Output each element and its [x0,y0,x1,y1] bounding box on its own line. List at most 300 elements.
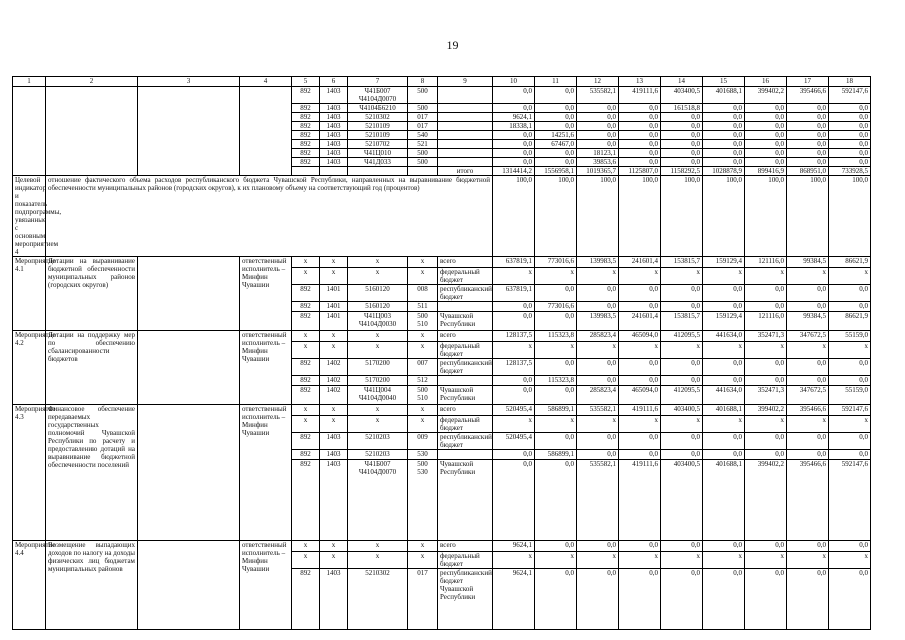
column-header: 17 [787,77,829,87]
table-cell: 5210109 [348,122,408,131]
table-cell: x [408,268,438,285]
table-cell: x [661,342,703,359]
table-row [13,87,871,104]
table-cell: x [619,268,661,285]
table-cell: 1403 [320,140,348,149]
table-cell: 0,0 [829,113,871,122]
table-cell: 139983,5 [577,312,619,331]
table-cell: 0,0 [661,285,703,302]
table-cell: 0,0 [577,131,619,140]
table-cell: 0,0 [535,104,577,113]
table-cell: 1403 [320,158,348,167]
table-cell: всего [438,257,493,268]
table-cell: 899416,9 [745,167,787,176]
table-cell: 500 530 [408,460,438,541]
table-cell: 1158292,5 [661,167,703,176]
table-cell: 121116,0 [745,257,787,268]
table-cell: 0,0 [829,433,871,450]
table-cell: x [320,268,348,285]
table-cell: 18338,1 [493,122,535,131]
table-cell: 0,0 [787,569,829,630]
table-cell: 0,0 [787,122,829,131]
table-cell: 401688,1 [703,405,745,416]
table-cell: 1403 [320,104,348,113]
table-cell: x [829,268,871,285]
measure-row [13,541,871,552]
table-cell: 0,0 [829,122,871,131]
table-cell: x [493,552,535,569]
budget-table [12,76,871,630]
table-cell: 0,0 [703,104,745,113]
table-cell: 5210302 [348,569,408,630]
table-cell: 0,0 [745,140,787,149]
table-cell: 0,0 [535,359,577,376]
table-cell: 1403 [320,433,348,450]
table-cell: 1401 [320,285,348,302]
table-cell: Ч41Ц004 Ч4104Д0040 [348,386,408,405]
table-cell: 0,0 [535,541,577,552]
table-cell: x [745,416,787,433]
table-cell: x [292,416,320,433]
table-cell: 9624,1 [493,541,535,552]
table-cell: 0,0 [661,122,703,131]
column-header: 7 [348,77,408,87]
table-cell: 0,0 [493,376,535,386]
table-cell: 0,0 [661,433,703,450]
table-cell: федеральный бюджет [438,416,493,433]
table-cell: 0,0 [745,113,787,122]
table-cell: 395466,6 [787,405,829,416]
table-cell [438,158,493,167]
table-cell [348,167,408,176]
table-cell: 535582,1 [577,87,619,104]
table-cell: федеральный бюджет [438,268,493,285]
table-cell: 0,0 [745,131,787,140]
table-cell: 0,0 [493,140,535,149]
table-cell: 0,0 [661,541,703,552]
table-cell: 0,0 [493,302,535,312]
table-cell: 0,0 [619,433,661,450]
table-cell: x [408,342,438,359]
table-cell [292,167,320,176]
table-cell: Ч4104Б6210 [348,104,408,113]
table-cell: республиканский бюджет [438,433,493,450]
responsible-executor: ответственный исполнитель – Минфин Чувашии [240,541,292,630]
table-cell: 500 [408,149,438,158]
table-cell: x [619,552,661,569]
table-cell: 412095,5 [661,386,703,405]
table-cell: x [829,416,871,433]
table-cell: 892 [292,113,320,122]
table-cell: Чувашской Республики [438,386,493,405]
table-cell: 0,0 [535,158,577,167]
column-header: 6 [320,77,348,87]
column-header: 14 [661,77,703,87]
table-cell: всего [438,541,493,552]
table-cell [438,104,493,113]
table-cell [438,122,493,131]
table-cell: x [348,552,408,569]
table-cell: 1403 [320,450,348,460]
table-cell: 0,0 [661,158,703,167]
table-cell: 520495,4 [493,433,535,450]
measure-id: Мероприятие 4.2 [13,331,46,405]
table-cell: 892 [292,122,320,131]
measure-row [13,257,871,268]
table-cell: x [535,342,577,359]
table-cell: 347672,5 [787,331,829,342]
table-cell [438,149,493,158]
table-cell: 0,0 [619,140,661,149]
table-cell: 0,0 [577,569,619,630]
table-cell [138,257,240,331]
table-cell: 511 [408,302,438,312]
table-cell: 395466,6 [787,460,829,541]
table-cell: 403400,5 [661,460,703,541]
table-cell: x [493,342,535,359]
table-cell: 285823,4 [577,386,619,405]
table-cell: 0,0 [787,433,829,450]
table-cell: 153815,7 [661,257,703,268]
column-header: 4 [240,77,292,87]
table-cell: 241601,4 [619,312,661,331]
table-cell: 399402,2 [745,460,787,541]
table-cell: x [493,268,535,285]
table-cell: 401688,1 [703,87,745,104]
table-cell: 0,0 [703,541,745,552]
table-cell: x [703,342,745,359]
table-cell: 586899,1 [535,405,577,416]
table-cell: 0,0 [535,433,577,450]
table-cell: 892 [292,140,320,149]
table-cell: 0,0 [787,158,829,167]
table-cell: федеральный бюджет [438,552,493,569]
table-cell [138,331,240,405]
table-cell: 352471,3 [745,331,787,342]
table-cell: 017 [408,569,438,630]
measure-id: Мероприятие 4.1 [13,257,46,331]
table-cell: 637819,1 [493,257,535,268]
table-cell: 0,0 [577,376,619,386]
table-cell: 5170200 [348,359,408,376]
table-cell: 5210302 [348,113,408,122]
table-cell: 1401 [320,312,348,331]
table-cell: 0,0 [619,376,661,386]
table-cell: 0,0 [703,450,745,460]
table-cell: 500 [408,87,438,104]
table-cell: 99384,5 [787,312,829,331]
table-cell: всего [438,331,493,342]
table-cell: 419111,6 [619,87,661,104]
table-cell: 892 [292,285,320,302]
measure-name: Дотации на поддержку мер по обеспечению сбалансированности бюджетов [46,331,138,405]
table-cell: 352471,3 [745,386,787,405]
table-cell: 892 [292,149,320,158]
table-cell: 0,0 [661,140,703,149]
table-cell: x [348,405,408,416]
table-cell: 0,0 [787,450,829,460]
table-cell: 5210109 [348,131,408,140]
indicator-value: 100,0 [745,176,787,257]
table-cell: 0,0 [787,302,829,312]
table-cell: 0,0 [787,359,829,376]
table-cell: x [320,552,348,569]
table-cell: 18123,1 [577,149,619,158]
table-cell [320,167,348,176]
table-cell: 0,0 [493,450,535,460]
table-cell: 500 [408,158,438,167]
table-cell: 0,0 [619,149,661,158]
table-cell: x [292,331,320,342]
table-cell: 0,0 [493,104,535,113]
table-cell: 1401 [320,302,348,312]
table-cell: 0,0 [535,113,577,122]
table-cell: 5210203 [348,450,408,460]
column-header: 12 [577,77,619,87]
table-cell: 892 [292,87,320,104]
table-cell: 0,0 [745,541,787,552]
table-cell: 403400,5 [661,405,703,416]
table-cell: 1019365,7 [577,167,619,176]
table-cell: 017 [408,113,438,122]
table-cell: 0,0 [787,131,829,140]
table-cell: x [408,541,438,552]
table-cell: 773016,6 [535,257,577,268]
table-cell [438,87,493,104]
column-header: 18 [829,77,871,87]
table-cell: x [348,257,408,268]
table-cell: 0,0 [577,104,619,113]
table-cell: 009 [408,433,438,450]
table-cell: 55159,0 [829,386,871,405]
table-cell: x [703,268,745,285]
table-cell: 637819,1 [493,285,535,302]
table-cell: 5160120 [348,285,408,302]
table-cell: республиканский бюджет [438,285,493,302]
table-cell: 1403 [320,131,348,140]
table-cell: 1314414,2 [493,167,535,176]
table-cell: x [292,552,320,569]
indicator-value: 100,0 [829,176,871,257]
table-cell: x [787,342,829,359]
table-cell: 115323,8 [535,376,577,386]
table-cell: 773016,6 [535,302,577,312]
table-cell [438,113,493,122]
table-cell: x [408,257,438,268]
table-cell: 441634,0 [703,331,745,342]
table-cell: 0,0 [787,376,829,386]
table-cell: 0,0 [787,541,829,552]
table-cell: 86621,9 [829,257,871,268]
table-cell: 0,0 [703,113,745,122]
table-cell: 892 [292,359,320,376]
indicator-value: 100,0 [619,176,661,257]
table-cell: 0,0 [703,359,745,376]
responsible-executor: ответственный исполнитель – Минфин Чувашии [240,331,292,405]
table-cell: 399402,2 [745,87,787,104]
table-cell: 0,0 [577,302,619,312]
table-cell: 0,0 [829,541,871,552]
table-cell: 733928,5 [829,167,871,176]
table-cell: 0,0 [619,541,661,552]
table-cell: 0,0 [535,386,577,405]
table-cell: x [577,416,619,433]
table-cell: 0,0 [493,87,535,104]
table-cell: 535582,1 [577,460,619,541]
table-cell: 0,0 [493,386,535,405]
column-header: 13 [619,77,661,87]
table-cell: 592147,6 [829,405,871,416]
responsible-executor: ответственный исполнитель – Минфин Чувашии [240,257,292,331]
table-cell: 0,0 [619,450,661,460]
table-cell: 0,0 [787,149,829,158]
table-cell: 0,0 [577,541,619,552]
table-cell: 0,0 [577,285,619,302]
table-cell: x [787,268,829,285]
table-cell: 1125807,0 [619,167,661,176]
table-cell: x [292,342,320,359]
table-cell: 521 [408,140,438,149]
table-cell: 0,0 [577,122,619,131]
table-cell: x [829,342,871,359]
table-cell [438,131,493,140]
column-header: 16 [745,77,787,87]
table-cell: 0,0 [829,285,871,302]
table-cell: x [408,331,438,342]
table-cell: 419111,6 [619,460,661,541]
table-cell: 0,0 [619,122,661,131]
table-cell: 017 [408,122,438,131]
table-cell: 1556958,1 [535,167,577,176]
table-cell: x [348,541,408,552]
table-cell: 0,0 [703,376,745,386]
table-cell: 0,0 [829,569,871,630]
table-cell: 868951,0 [787,167,829,176]
column-header: 10 [493,77,535,87]
table-cell: республиканский бюджет Чувашской Республики [438,569,493,630]
indicator-row [13,176,871,257]
table-cell: 0,0 [703,285,745,302]
table-cell: 0,0 [703,140,745,149]
indicator-label: Целевой индикатор и показатель подпрограммы, увязанные с основным мероприятием 4 [13,176,46,257]
table-cell: x [745,342,787,359]
table-cell: 1403 [320,113,348,122]
table-cell [438,140,493,149]
table-cell: x [703,416,745,433]
table-cell: 55159,0 [829,331,871,342]
table-cell: x [661,552,703,569]
table-cell: 0,0 [745,376,787,386]
table-cell [408,167,438,176]
table-cell: 0,0 [829,140,871,149]
indicator-value: 100,0 [787,176,829,257]
table-cell: x [348,416,408,433]
table-cell: 0,0 [493,131,535,140]
table-cell: 892 [292,312,320,331]
table-cell: 115323,8 [535,331,577,342]
table-cell: 1403 [320,460,348,541]
table-cell: x [320,541,348,552]
indicator-text: отношение фактического объема расходов республиканского бюджета Чувашской Республики, направленных на выравнивание бюджетной обеспеченности муниципальных районов (городских округов), к их плановому объему на соответствующий год (процентов) [46,176,493,257]
table-cell: x [320,331,348,342]
table-cell: 0,0 [535,87,577,104]
table-cell: 892 [292,376,320,386]
table-cell: 892 [292,131,320,140]
table-cell: 500 510 [408,386,438,405]
table-cell: 0,0 [661,450,703,460]
table-cell: 395466,6 [787,87,829,104]
table-cell: 0,0 [745,302,787,312]
table-cell: 0,0 [703,149,745,158]
table-cell: 128137,5 [493,359,535,376]
table-cell: x [348,342,408,359]
table-cell: 0,0 [577,450,619,460]
table-cell: 0,0 [619,113,661,122]
table-cell: 0,0 [829,158,871,167]
table-cell: 128137,5 [493,331,535,342]
table-cell [438,302,493,312]
table-cell: 0,0 [787,140,829,149]
indicator-value: 100,0 [577,176,619,257]
table-cell: 0,0 [745,450,787,460]
table-cell: x [535,268,577,285]
table-cell: 0,0 [703,131,745,140]
table-cell: x [787,416,829,433]
table-cell: 465094,0 [619,386,661,405]
table-cell: 0,0 [829,131,871,140]
table-cell: 540 [408,131,438,140]
table-cell: 535582,1 [577,405,619,416]
table-cell: 0,0 [535,460,577,541]
indicator-value: 100,0 [703,176,745,257]
table-cell: x [787,552,829,569]
table-cell: 441634,0 [703,386,745,405]
table-cell: 0,0 [703,569,745,630]
table-cell: 0,0 [661,131,703,140]
table-cell: x [619,416,661,433]
measure-row [13,405,871,416]
table-cell: 159129,4 [703,312,745,331]
table-cell [138,87,240,176]
table-cell [438,376,493,386]
table-cell: 1028878,9 [703,167,745,176]
table-cell: 0,0 [703,122,745,131]
table-cell: 0,0 [619,285,661,302]
table-cell [438,450,493,460]
table-cell: 0,0 [493,460,535,541]
table-cell: 0,0 [577,433,619,450]
table-cell: 67467,0 [535,140,577,149]
table-cell: 0,0 [535,312,577,331]
table-cell: x [661,416,703,433]
table-cell: 892 [292,104,320,113]
table-cell: 892 [292,302,320,312]
table-cell: x [292,257,320,268]
column-header: 8 [408,77,438,87]
table-cell: x [745,552,787,569]
table-cell: 419111,6 [619,405,661,416]
table-cell: 007 [408,359,438,376]
table-cell: 0,0 [829,450,871,460]
table-cell: 0,0 [619,569,661,630]
table-cell: x [408,405,438,416]
table-cell: x [408,416,438,433]
table-cell: 0,0 [829,149,871,158]
table-cell: 500 [408,104,438,113]
table-cell: 1403 [320,569,348,630]
table-cell: x [577,268,619,285]
table-cell: x [577,552,619,569]
